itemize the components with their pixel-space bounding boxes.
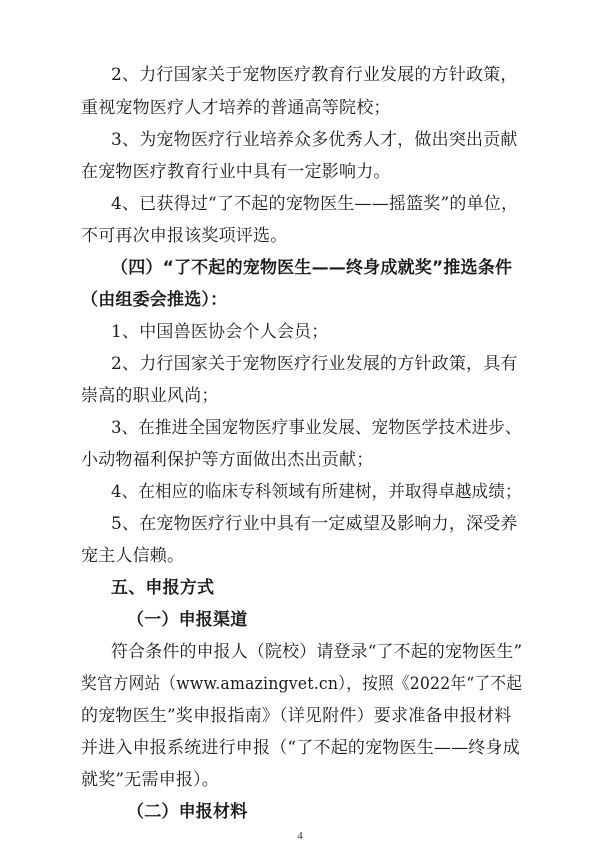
line-10: 2、力行国家关于宠物医疗行业发展的方针政策，具有 [111,354,518,374]
page-number: 4 [297,830,303,842]
line-5: 4、已获得过“了不起的宠物医生——摇篮奖”的单位， [111,194,519,214]
line-12: 3、在推进全国宠物医疗事业发展、宠物医学技术进步、 [111,418,522,438]
line-20: 奖官方网站（www.amazingvet.cn），按照《2022年“了不起 [81,674,523,694]
line-22: 并进入申报系统进行申报（“了不起的宠物医生——终身成 [81,738,520,758]
section-heading-4-note: （由组委会推选）： [81,290,228,310]
line-4: 在宠物医疗教育行业中具有一定影响力。 [81,162,391,182]
line-13: 小动物福利保护等方面做出杰出贡献； [81,450,374,470]
line-19: 符合条件的申报人（院校）请登录“了不起的宠物医生” [111,642,523,662]
subsection-heading-channel: （一）申报渠道 [127,610,248,630]
line-11: 崇高的职业风尚； [81,386,219,406]
line-14: 4、在相应的临床专科领域有所建树，并取得卓越成绩； [111,482,522,502]
line-9: 1、中国兽医协会个人会员； [111,322,329,342]
line-6: 不可再次申报该奖项评选。 [81,226,288,246]
line-15: 5、在宠物医疗行业中具有一定威望及影响力，深受养 [111,514,518,534]
line-23: 就奖”无需申报）。 [81,770,219,790]
line-3: 3、为宠物医疗行业培养众多优秀人才，做出突出贡献 [111,130,518,150]
line-1: 2、力行国家关于宠物医疗教育行业发展的方针政策， [111,65,518,85]
line-21: 的宠物医生”奖申报指南》（详见附件）要求准备申报材料 [81,706,512,726]
line-16: 宠主人信赖。 [81,546,185,566]
section-heading-5: 五、申报方式 [111,578,215,598]
section-heading-4: （四）“了不起的宠物医生——终身成就奖”推选条件 [111,258,513,278]
line-2: 重视宠物医疗人才培养的普通高等院校； [81,98,391,118]
subsection-heading-materials: （二）申报材料 [127,802,248,822]
